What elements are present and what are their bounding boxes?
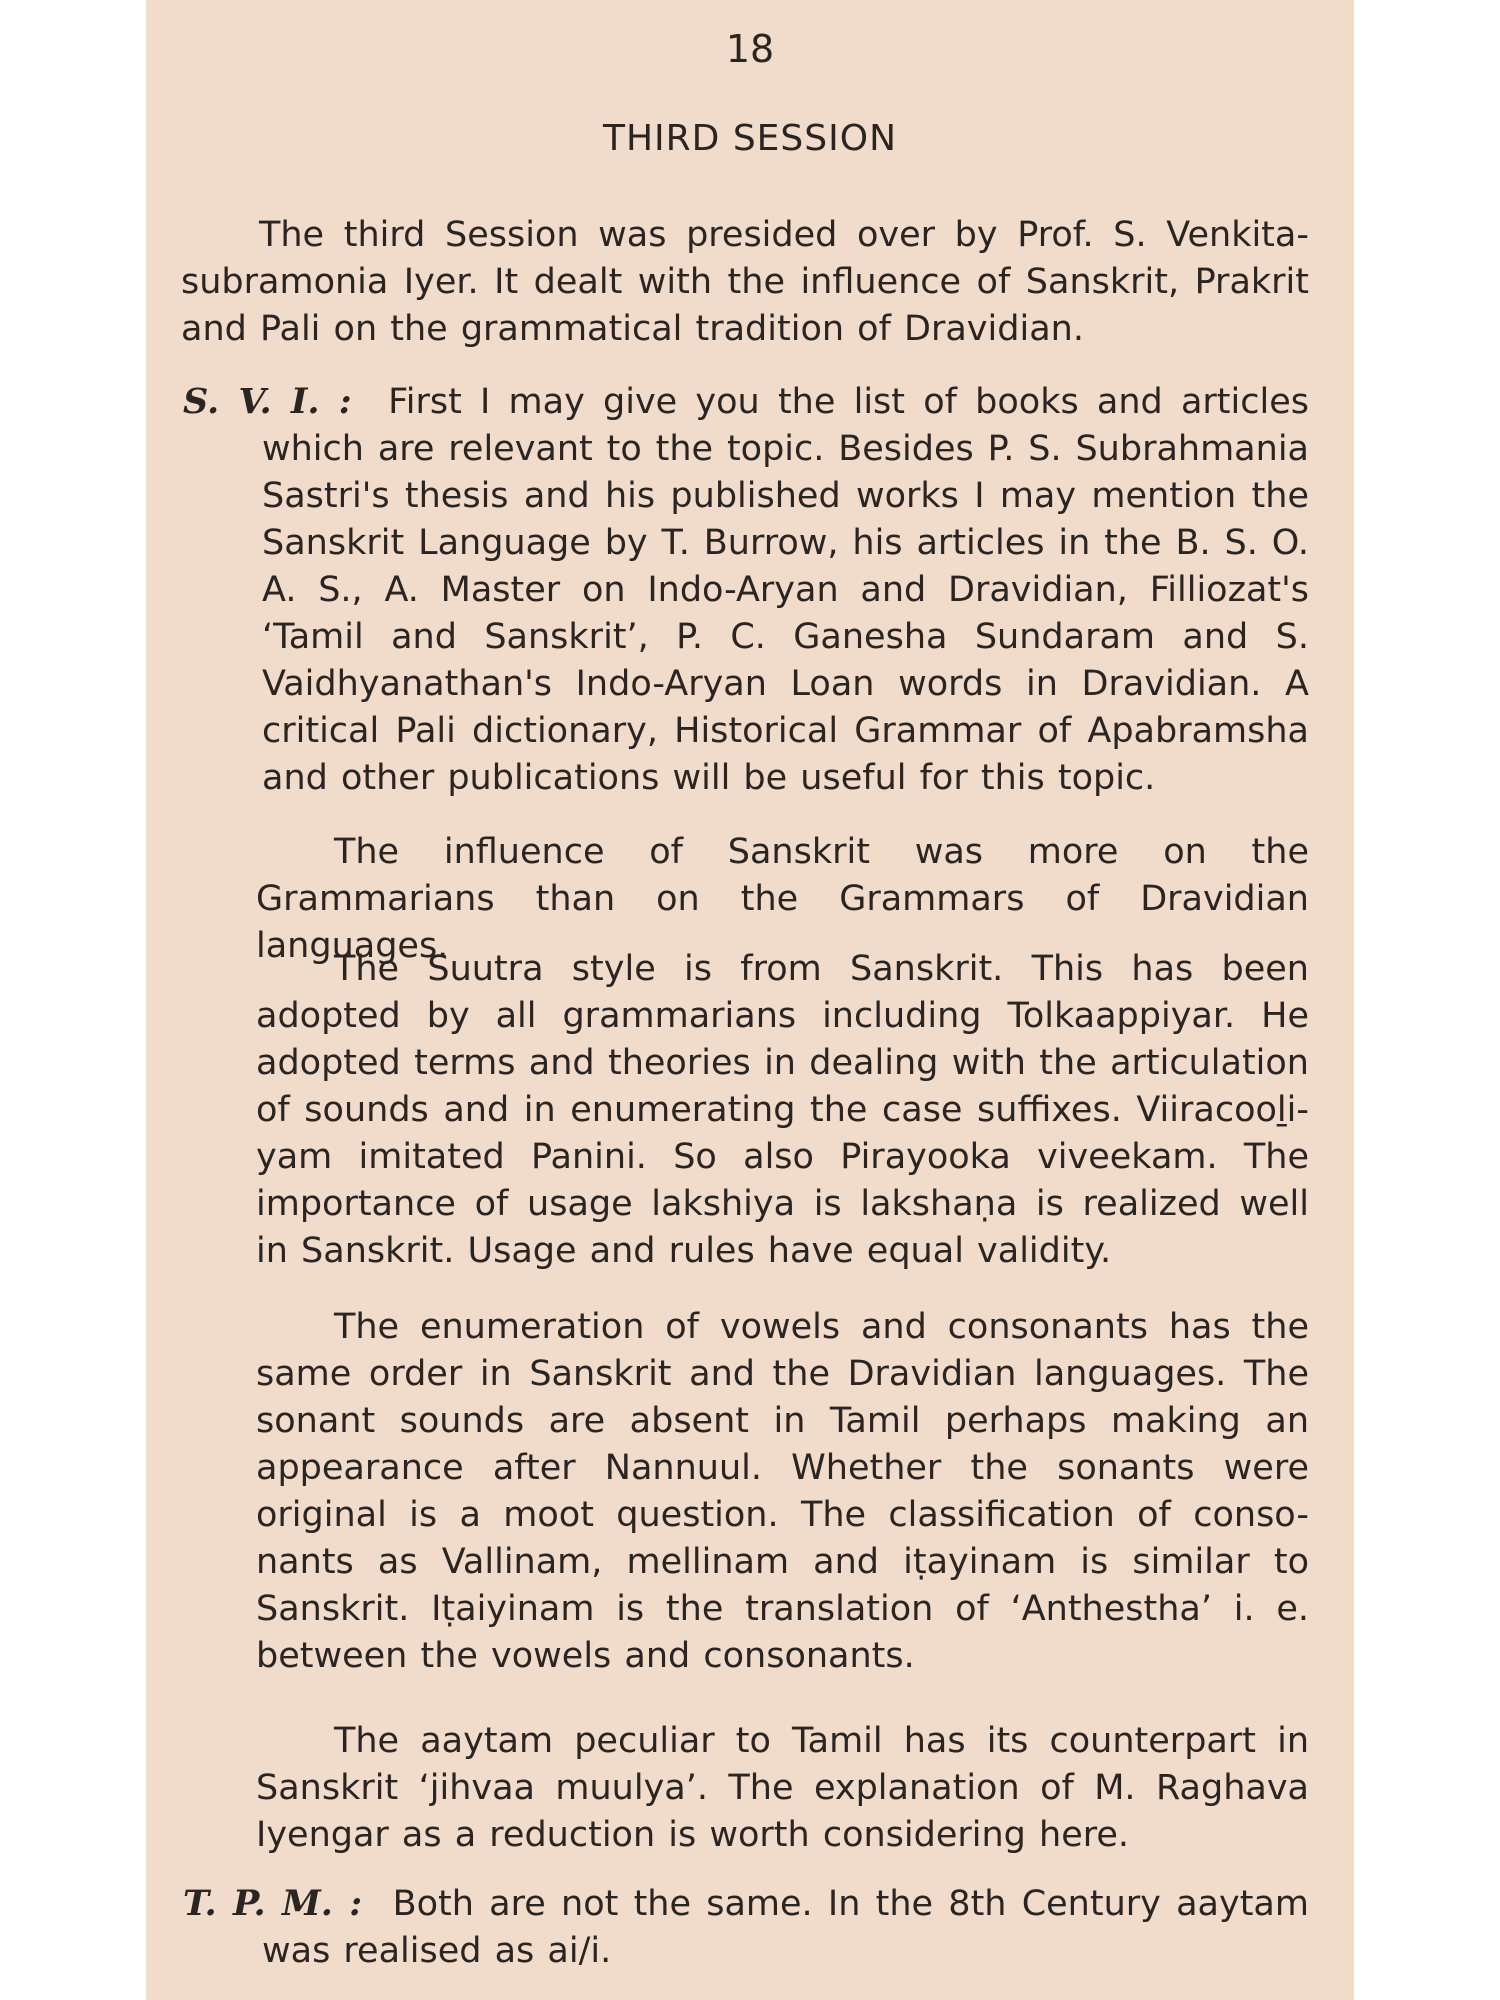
speaker-label: S. V. I. : — [183, 381, 352, 422]
speaker-label: T. P. M. : — [183, 1883, 363, 1924]
paragraph-aaytam: The aaytam peculiar to Tamil has its counterpart in Sanskrit ‘jihvaa muulya’. The explanation of M. Raghava Iyengar as a reduction is worth considering here. — [256, 1721, 1309, 1855]
book-page — [146, 0, 1354, 2000]
speech-svi — [183, 378, 1309, 802]
speech-tpm — [183, 1880, 1309, 1975]
session-title: THIRD SESSION — [602, 118, 898, 159]
intro-paragraph: The third Session was presided over by Prof. S. Venkita-subramonia Iyer. It dealt with the influence of Sanskrit, Prakrit and Pali on the grammatical tradition of Dravidian. — [181, 215, 1309, 349]
speech-text: First I may give you the list of books and articles which are relevant to the topic. Besides P. S. Subrahmania Sastri's thesis and his published works I may mention the Sanskrit Language by T. Burrow, his articles in the B. S. O. A. S., A. Master on Indo-Aryan and Dravidian, Filliozat's ‘Tamil and Sanskrit’, P. C. Ganesha Sundaram and S. Vaidhyanathan's Indo-Aryan Loan words in Dravidian. A critical Pali dictionary, Historical Grammar of Apabramsha and other publications will be useful for this topic. — [262, 382, 1309, 798]
paragraph-suutra: The Suutra style is from Sanskrit. This has been adopted by all grammarians including Tolkaappiyar. He adopted terms and theories in dealing with the articulation of sounds and in enumerating the case suffixes. Viiracooḻi-yam imitated Panini. So also Pirayooka viveekam. The importance of usage lakshiya is lakshaṇa is realized well in Sanskrit. Usage and rules have equal validity. — [256, 949, 1309, 1271]
paragraph-influence: The influence of Sanskrit was more on the Grammarians than on the Grammars of Dravidian languages. — [256, 832, 1309, 966]
page-number: 18 — [725, 27, 775, 71]
paragraph-enumeration: The enumeration of vowels and consonants has the same order in Sanskrit and the Dravidian languages. The sonant sounds are absent in Tamil perhaps making an appearance after Nannuul. Whether the sonants were original is a moot question. The classification of conso-nants as Vallinam, mellinam and iṭayinam is similar to Sanskrit. Iṭaiyinam is the translation of ‘Anthestha’ i. e. between the vowels and consonants. — [256, 1307, 1309, 1676]
speech-text: Both are not the same. In the 8th Century aaytam was realised as ai/i. — [262, 1884, 1309, 1971]
